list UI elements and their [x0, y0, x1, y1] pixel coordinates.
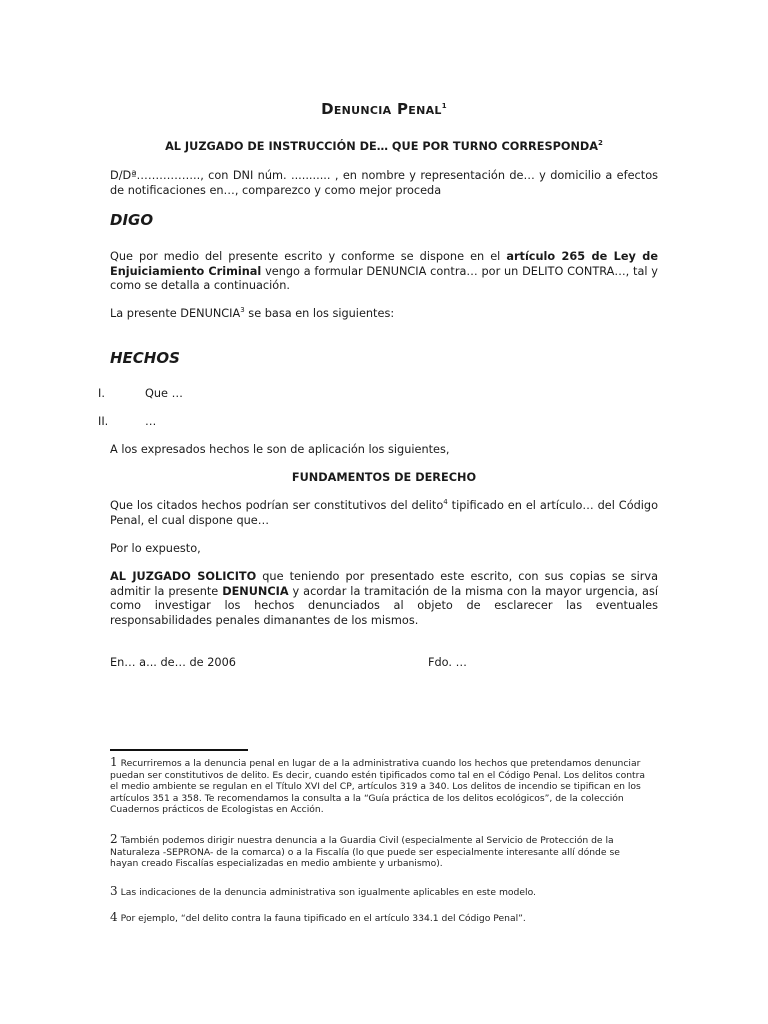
list-item-number: I. — [98, 387, 105, 400]
intro-paragraph: D/Dª…………….., con DNI núm. ........... , en nombre y representación de… y domicilio a efectos de notificaciones en…, comparezco y como mejor proceda — [110, 169, 658, 197]
text-run: Que los citados hechos podrían ser constitutivos del delito — [110, 499, 444, 512]
footnote-ref: 1 — [441, 102, 447, 110]
paragraph-denuncia — [110, 250, 658, 294]
document-title — [0, 100, 768, 118]
footnote-text: Por ejemplo, “del delito contra la fauna tipificado en el artículo 334.1 del Código Penal”. — [120, 913, 526, 924]
paragraph-basis — [110, 307, 658, 322]
footnote-3 — [110, 886, 650, 899]
bold-reference: artículo 265 de Ley de Enjuiciamiento Criminal — [110, 250, 658, 278]
text-run: vengo a formular DENUNCIA contra… por un DELITO CONTRA…, tal y como se detalla a continuación. — [110, 264, 658, 292]
bold-solicito: AL JUZGADO SOLICITO — [110, 570, 257, 583]
subtitle-text: AL JUZGADO DE INSTRUCCIÓN DE… QUE POR TURNO CORRESPONDA — [165, 140, 599, 153]
bold-denuncia: DENUNCIA — [222, 584, 289, 598]
footnote-text: También podemos dirigir nuestra denuncia a la Guardia Civil (especialmente al Servicio de Protección de la Naturaleza -SEPRONA- de la comarca) o a la Fiscalía (lo que puede ser especialmente interesante allí dónde se hayan creado Fiscalías especializadas en medio ambiente y urbanismo). — [110, 835, 620, 869]
paragraph-solicito — [110, 570, 658, 628]
footnote-ref: 3 — [240, 306, 245, 315]
digo-heading: DIGO — [110, 211, 154, 229]
text-run: tipificado en el artículo… del Código Penal, el cual dispone que… — [110, 499, 658, 527]
text-run: que teniendo por presentado este escrito, con sus copias se sirva admitir la presente — [110, 570, 658, 598]
footnote-separator — [110, 749, 248, 751]
signature-date: En… a... de… de 2006 — [110, 656, 236, 669]
footnote-4 — [110, 912, 650, 925]
list-item-text: … — [145, 415, 157, 428]
signature-fdo: Fdo. … — [428, 656, 467, 669]
title-text: Denuncia Penal — [321, 100, 442, 118]
footnote-number: 1 — [110, 755, 118, 769]
paragraph-fundamentos — [110, 499, 658, 528]
paragraph-expuesto: Por lo expuesto, — [110, 542, 201, 555]
footnote-number: 2 — [110, 832, 118, 846]
footnote-text: Recurriremos a la denuncia penal en lugar de a la administrativa cuando los hechos que pretendamos denunciar puedan ser constitutivos de delito. Es decir, cuando estén tipificados como tal en el Código Penal. Los delitos contra el medio ambiente se regulan en el Título XVI del CP, artículos 319 a 340. Los delitos de incendio se tipifican en los artículos 351 a 358. Te recomendamos la consulta a la “Guía práctica de los delitos ecológicos”, de la colección Cuadernos prácticos de Ecologistas en Acción. — [110, 758, 646, 815]
hechos-heading: HECHOS — [110, 349, 180, 367]
text-run: Que por medio del presente escrito y conforme se dispone en el — [110, 250, 507, 263]
text-run: se basa en los siguientes: — [244, 307, 395, 320]
footnote-ref: 2 — [598, 139, 603, 148]
text-run: La presente DENUNCIA — [110, 307, 241, 320]
list-item-number: II. — [98, 415, 109, 428]
footnote-2 — [110, 834, 650, 870]
footnote-ref: 4 — [443, 498, 448, 507]
footnote-number: 4 — [110, 910, 118, 924]
list-item-text: Que … — [145, 387, 183, 400]
court-address — [0, 140, 734, 153]
paragraph-application: A los expresados hechos le son de aplicación los siguientes, — [110, 443, 450, 456]
fundamentos-heading: FUNDAMENTOS DE DERECHO — [291, 471, 477, 484]
footnote-text: Las indicaciones de la denuncia administrativa son igualmente aplicables en este modelo. — [120, 887, 536, 898]
text-run: y acordar la tramitación de la misma con la mayor urgencia, así como investigar los hechos denunciados al objeto de esclarecer las eventuales responsabilidades penales dimanantes de los mismos. — [110, 584, 658, 627]
footnote-number: 3 — [110, 884, 118, 898]
footnote-1 — [110, 757, 650, 816]
